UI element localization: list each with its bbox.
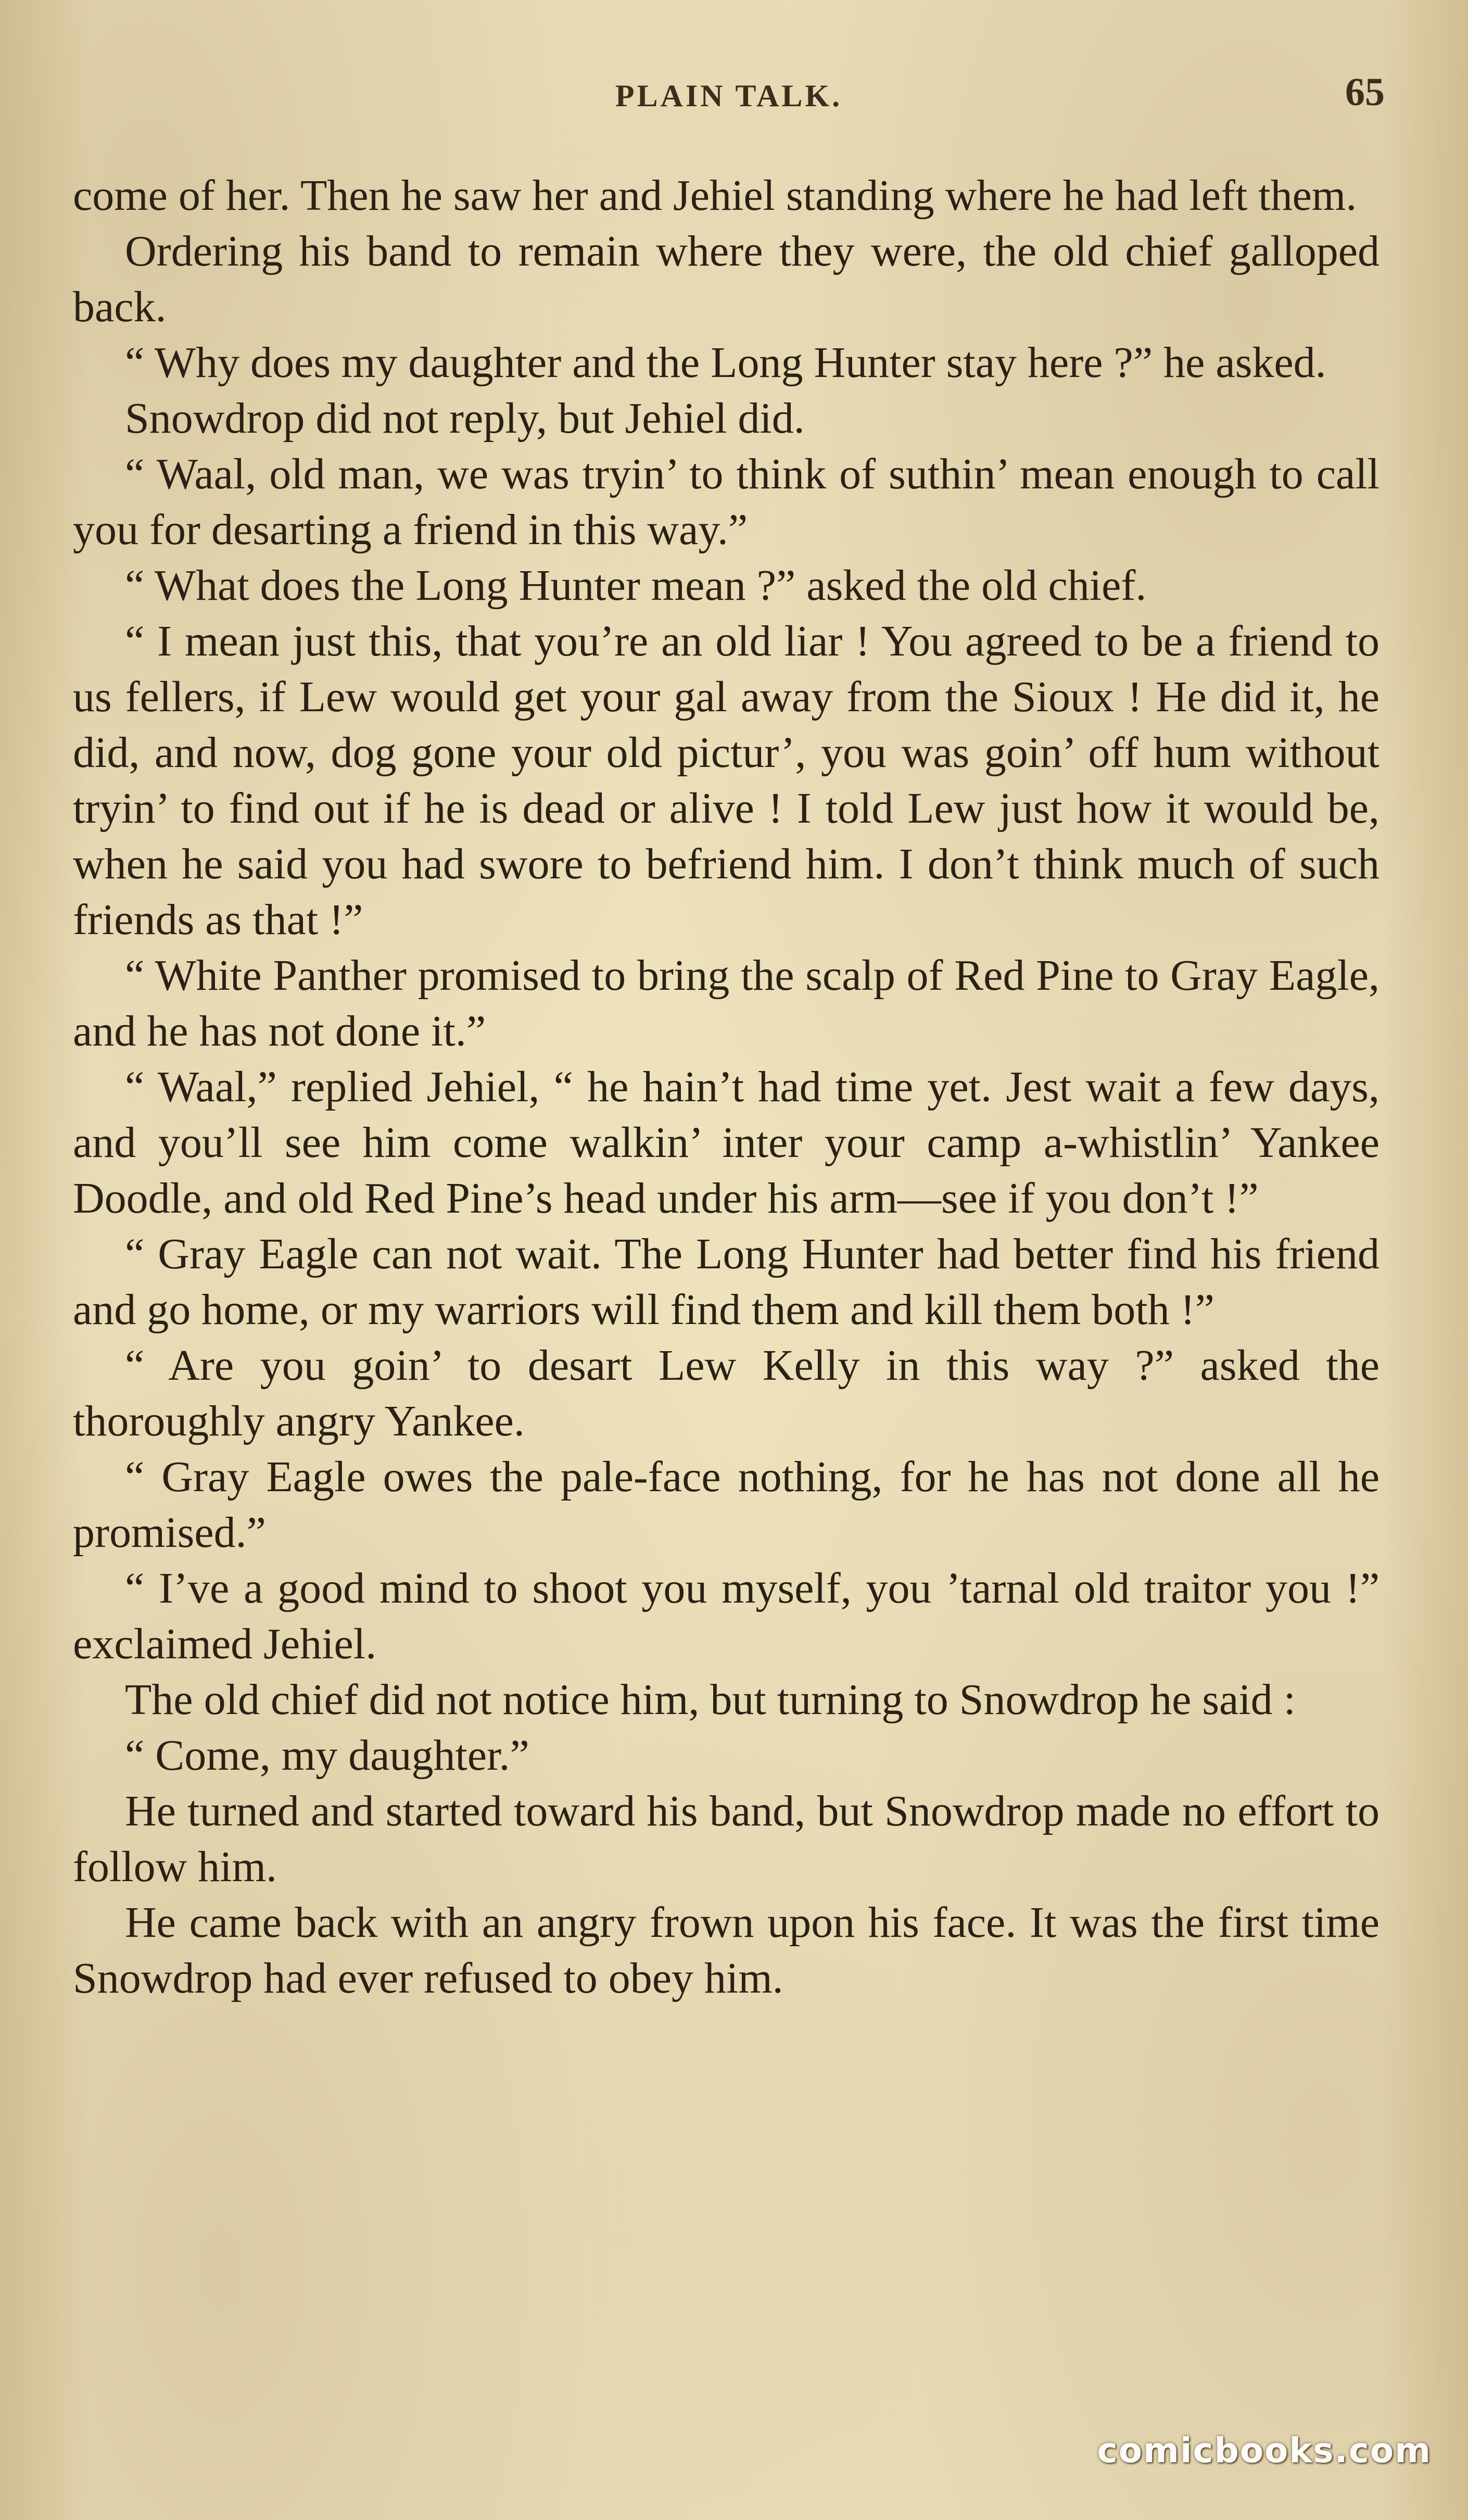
paragraph: “ White Panther promised to bring the scalp of Red Pine to Gray Eagle, and he has not done it.” — [73, 951, 1380, 1055]
paragraph: “ Are you goin’ to desart Lew Kelly in this way ?” asked the thoroughly angry Yankee. — [73, 1341, 1380, 1445]
paragraph: He came back with an angry frown upon his face. It was the first time Snowdrop had ever refused to obey him. — [73, 1898, 1380, 2002]
paragraph: He turned and started toward his band, but Snowdrop made no effort to follow him. — [73, 1787, 1380, 1891]
page-header — [73, 70, 1385, 120]
paragraph: Snowdrop did not reply, but Jehiel did. — [125, 394, 805, 443]
paragraph: The old chief did not notice him, but turning to Snowdrop he said : — [125, 1675, 1296, 1724]
paragraph: “ Gray Eagle can not wait. The Long Hunter had better find his friend and go home, or my warriors will find them and kill them both !” — [73, 1230, 1380, 1334]
paragraph: “ Gray Eagle owes the pale-face nothing, for he has not done all he promised.” — [73, 1453, 1380, 1557]
paragraph: Ordering his band to remain where they were, the old chief galloped back. — [73, 227, 1380, 331]
paragraph: “ Waal,” replied Jehiel, “ he hain’t had time yet. Jest wait a few days, and you’ll see him come walkin’ inter your camp a-whistlin’ Yankee Doodle, and old Red Pine’s head under his arm—see if you don’t !” — [73, 1063, 1380, 1223]
watermark: comicbooks.com — [1097, 2430, 1432, 2471]
paragraph: “ What does the Long Hunter mean ?” asked the old chief. — [125, 561, 1147, 610]
paragraph: “ I mean just this, that you’re an old liar ! You agreed to be a friend to us fellers, if Lew would get your gal away from the Sioux ! He did it, he did, and now, dog gone your old pictur’, you was goin’ off hum without tryin’ to find out if he is dead or alive ! I told Lew just how it would be, when he said you had swore to befriend him. I don’t think much of such friends as that !” — [73, 617, 1380, 944]
paragraph: “ Why does my daughter and the Long Hunter stay here ?” he asked. — [125, 338, 1326, 387]
paragraph: “ Waal, old man, we was tryin’ to think of suthin’ mean enough to call you for desarting a friend in this way.” — [73, 450, 1380, 554]
page-number: 65 — [1345, 70, 1385, 114]
paragraph: come of her. Then he saw her and Jehiel standing where he had left them. — [73, 171, 1357, 220]
running-title: PLAIN TALK. — [615, 79, 843, 113]
paragraph: “ I’ve a good mind to shoot you myself, you ’tarnal old traitor you !” exclaimed Jehiel. — [73, 1564, 1380, 1668]
paragraph: “ Come, my daughter.” — [125, 1731, 529, 1780]
body-text — [73, 168, 1380, 2006]
